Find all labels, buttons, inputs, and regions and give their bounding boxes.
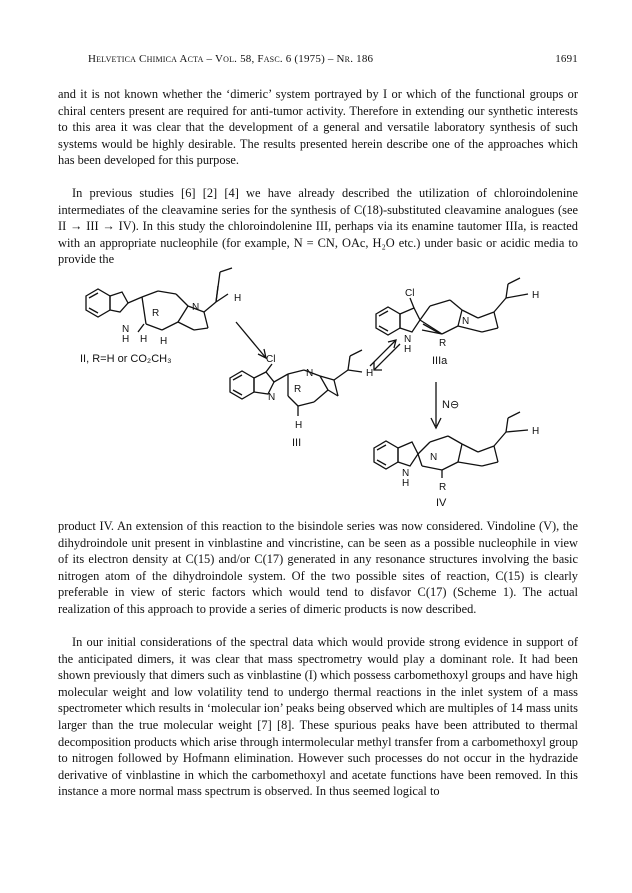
compound-II-structure bbox=[86, 268, 232, 332]
III-atom-Cl: Cl bbox=[266, 354, 276, 365]
IV-atom-N-amine: N bbox=[430, 452, 438, 463]
IV-atom-N: N bbox=[402, 468, 410, 479]
compound-IIIa-structure bbox=[376, 278, 528, 335]
paragraph-2: In previous studies [6] [2] [4] we have already described the utilization of chloroindolenine intermediates of the cleavamine series for the synthesis of C(18)-substituted cleavamine analogues (see II → III → IV). In this study the chloroindolenine III, perhaps via its enamine tautomer IIIa, is reacted with an appropriate nucleophile (for example, N = CN, OAc, H₂O etc.) under basic or acidic media to provide the bbox=[58, 186, 578, 267]
III-atom-H-ethyl: H bbox=[366, 368, 374, 379]
nucleophile-reagent: N⊖ bbox=[442, 399, 460, 411]
III-atom-N-amine: N bbox=[306, 368, 314, 379]
arrow-III-IIIa-equilibrium bbox=[370, 340, 400, 370]
II-atom-H-indole: H bbox=[122, 334, 130, 345]
paragraph-3: product IV. An extension of this reaction to the bisindole series was now considered. Vindoline (V), the dihydroindole unit present in vinblastine and vincristine, can be seen as a possible nucleophile in view of its electron density at C(15) and/or C(17) generated in any resonance structures involving the basic nitrogen atom of the dihydroindole system. Of the two possible sites of reaction, C(15) is clearly preferable in view of steric factors which would tend to disfavor C(17) (Scheme 1). The actual realization of this approach to provide a series of dimeric products is now described. bbox=[58, 519, 578, 616]
compound-IV-structure bbox=[374, 412, 528, 478]
IIIa-atom-Cl: Cl bbox=[405, 288, 415, 299]
II-atom-H-bottom: H bbox=[160, 336, 168, 347]
compound-III-structure bbox=[230, 350, 362, 416]
reaction-scheme-drawing bbox=[58, 266, 578, 511]
IIIa-atom-N: N bbox=[404, 334, 412, 345]
compound-IIIa-label: IIIa bbox=[432, 355, 448, 367]
compound-II-label: II, R=H or CO₂CH₃ bbox=[80, 353, 172, 365]
arrow-II-to-III bbox=[236, 322, 266, 358]
III-atom-H: H bbox=[295, 420, 303, 431]
III-atom-R: R bbox=[294, 384, 302, 395]
IV-atom-H-ethyl: H bbox=[532, 426, 540, 437]
IIIa-atom-H-ethyl: H bbox=[532, 290, 540, 301]
IIIa-atom-N-amine: N bbox=[462, 316, 470, 327]
II-atom-N-amine: N bbox=[192, 302, 200, 313]
compound-III-label: III bbox=[292, 437, 302, 449]
IIIa-atom-H: H bbox=[404, 344, 412, 355]
page-number: 1691 bbox=[555, 53, 578, 65]
arrow-IIIa-to-IV bbox=[431, 382, 441, 428]
III-atom-N: N bbox=[268, 392, 276, 403]
II-atom-H-ethyl: H bbox=[234, 293, 242, 304]
paragraph-4: In our initial considerations of the spectral data which would provide strong evidence in support of the anticipated dimers, it was clear that mass spectrometry would play a dominant role. It had been shown previously that dimers such as vinblastine (I) which possess carbomethoxyl groups and have high molecular weight and low volatility tend to undergo thermal reactions in the inlet system of a mass spectrometer which results in ‘molecular ion’ peaks being observed which are multiples of 14 mass units larger than the true molecular weight [7] [8]. These spurious peaks have been attributed to thermal decomposition products which arise through intermolecular methyl transfer from a carbomethoxyl group to nitrogen followed by Hofmann elimination. However such processes do not occur in the hydrazide derivative of vinblastine in which the carbomethoxyl and acetate functions have been removed. In this instance a more normal mass spectrum is observed. In thus seemed logical to bbox=[58, 635, 578, 799]
II-atom-N: N bbox=[122, 324, 130, 335]
IV-atom-H: H bbox=[402, 478, 410, 489]
reaction-scheme bbox=[58, 266, 578, 511]
paragraph-1: and it is not known whether the ‘dimeric’ system portrayed by I or which of the functional groups or chiral centers present are required for anti-tumor activity. Therefore in extending our synthetic interests to this area it was clear that the development of a general and versatile laboratory synthesis of such systems would be highly desirable. The results presented herein describe one of the approaches which has been developed for this purpose. bbox=[58, 87, 578, 168]
IV-atom-R: R bbox=[439, 482, 447, 493]
running-head: Helvetica Chimica Acta – Vol. 58, Fasc. 6 (1975) – Nr. 186 bbox=[88, 53, 374, 65]
IIIa-atom-R: R bbox=[439, 338, 447, 349]
II-atom-H-ring: H bbox=[140, 334, 148, 345]
II-atom-R: R bbox=[152, 308, 160, 319]
compound-IV-label: IV bbox=[436, 497, 447, 509]
